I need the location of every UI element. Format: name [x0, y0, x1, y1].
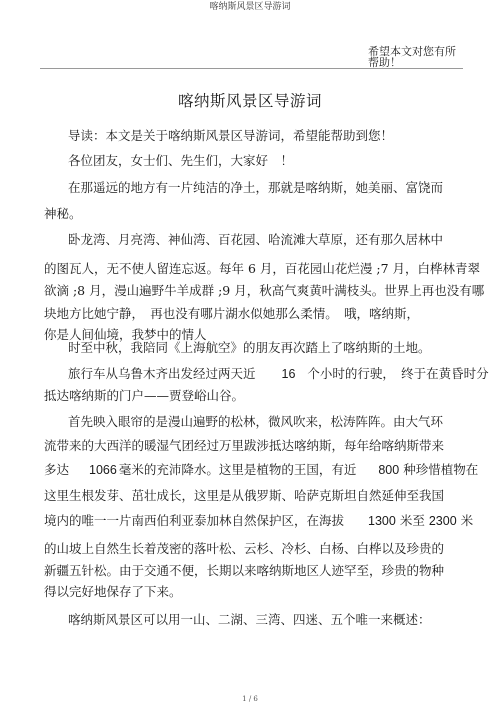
paragraph-line: [68, 366, 489, 382]
text-segment: 个小时的行驶， 终于在黄昏时分: [307, 366, 489, 381]
paragraph-line: 神秘。: [44, 206, 82, 221]
paragraph-line: [44, 513, 473, 529]
header-note-line2: 帮助！: [368, 56, 401, 69]
header-divider: [40, 68, 463, 69]
paragraph-line: 这里生根发芽、茁壮成长，这里是从俄罗斯、哈萨克斯坦自然延伸至我国: [44, 488, 445, 503]
number-value: 16: [281, 367, 296, 381]
paragraph-line: 时至中秋，我陪同《上海航空》的朋友再次踏上了喀纳斯的土地。: [68, 340, 431, 355]
paragraph-line: 欲滴 ;8 月，漫山遍野牛羊成群 ;9 月，秋高气爽黄叶满枝头。世界上再也没有哪: [44, 283, 485, 298]
paragraph-line: 抵达喀纳斯的门户——贾登峪山谷。: [44, 388, 245, 403]
paragraph-line: 卧龙湾、月亮湾、神仙湾、百花园、哈流滩大草原，还有那久居林中: [68, 232, 444, 247]
paragraph-line: 的图瓦人，无不使人留连忘返。每年 6 月，百花园山花烂漫 ;7 月，白桦林青翠: [44, 261, 481, 276]
number-value: 1066: [89, 463, 117, 477]
number-value: 2300: [428, 514, 457, 528]
text-segment: 米至: [399, 513, 425, 528]
paragraph-line: 你是人间仙境，我梦中的情人: [44, 327, 207, 342]
text-segment: 境内的唯一一片南西伯利亚泰加林自然保护区，在海拔: [44, 513, 345, 528]
paragraph-line: [44, 462, 478, 478]
document-title: 喀纳斯风景区导游词: [177, 92, 322, 110]
paragraph-line: 首先映入眼帘的是漫山遍野的松林，微风吹来，松涛阵阵。由大气环: [68, 414, 444, 429]
header-note: [368, 46, 468, 68]
number-value: 800: [378, 463, 400, 477]
text-segment: 种珍惜植物在: [403, 462, 479, 477]
intro-line: 导读：本文是关于喀纳斯风景区导游词，希望能帮助到您！: [68, 128, 394, 143]
paragraph-line: 在那遥远的地方有一片纯洁的净土，那就是喀纳斯，她美丽、富饶而: [68, 180, 444, 195]
paragraph-line: 喀纳斯风景区可以用一山、二湖、三湾、四迷、五个唯一来概述：: [68, 612, 431, 627]
number-value: 1300: [368, 514, 396, 528]
running-header: 喀纳斯风景区导游词: [209, 2, 291, 12]
paragraph-line: 流带来的大西洋的暖湿气团经过万里跋涉抵达喀纳斯，每年给喀纳斯带来: [44, 438, 445, 453]
paragraph-line: 的山坡上自然生长着茂密的落叶松、云杉、冷杉、白杨、白桦以及珍贵的: [44, 541, 445, 556]
header-note-line1: 希望本文对您有所: [368, 45, 456, 58]
text-segment: 旅行车从乌鲁木齐出发经过两天近: [68, 366, 256, 381]
page-number: 1 / 6: [242, 695, 258, 703]
paragraph-line: 块地方比她宁静， 再也没有哪片湖水似她那么柔情。 哦，喀纳斯，: [44, 306, 420, 321]
text-segment: 米: [460, 513, 474, 528]
paragraph-line: 新疆五针松。由于交通不便，长期以来喀纳斯地区人迹罕至，珍贵的物种: [44, 563, 445, 578]
greeting-line: 各位团友，女士们、先生们，大家好 ！: [68, 153, 294, 168]
text-segment: 毫米的充沛降水。这里是植物的王国，有近: [118, 462, 357, 477]
paragraph-line: 得以完好地保存了下来。: [44, 584, 182, 599]
text-segment: 多达: [44, 462, 70, 477]
